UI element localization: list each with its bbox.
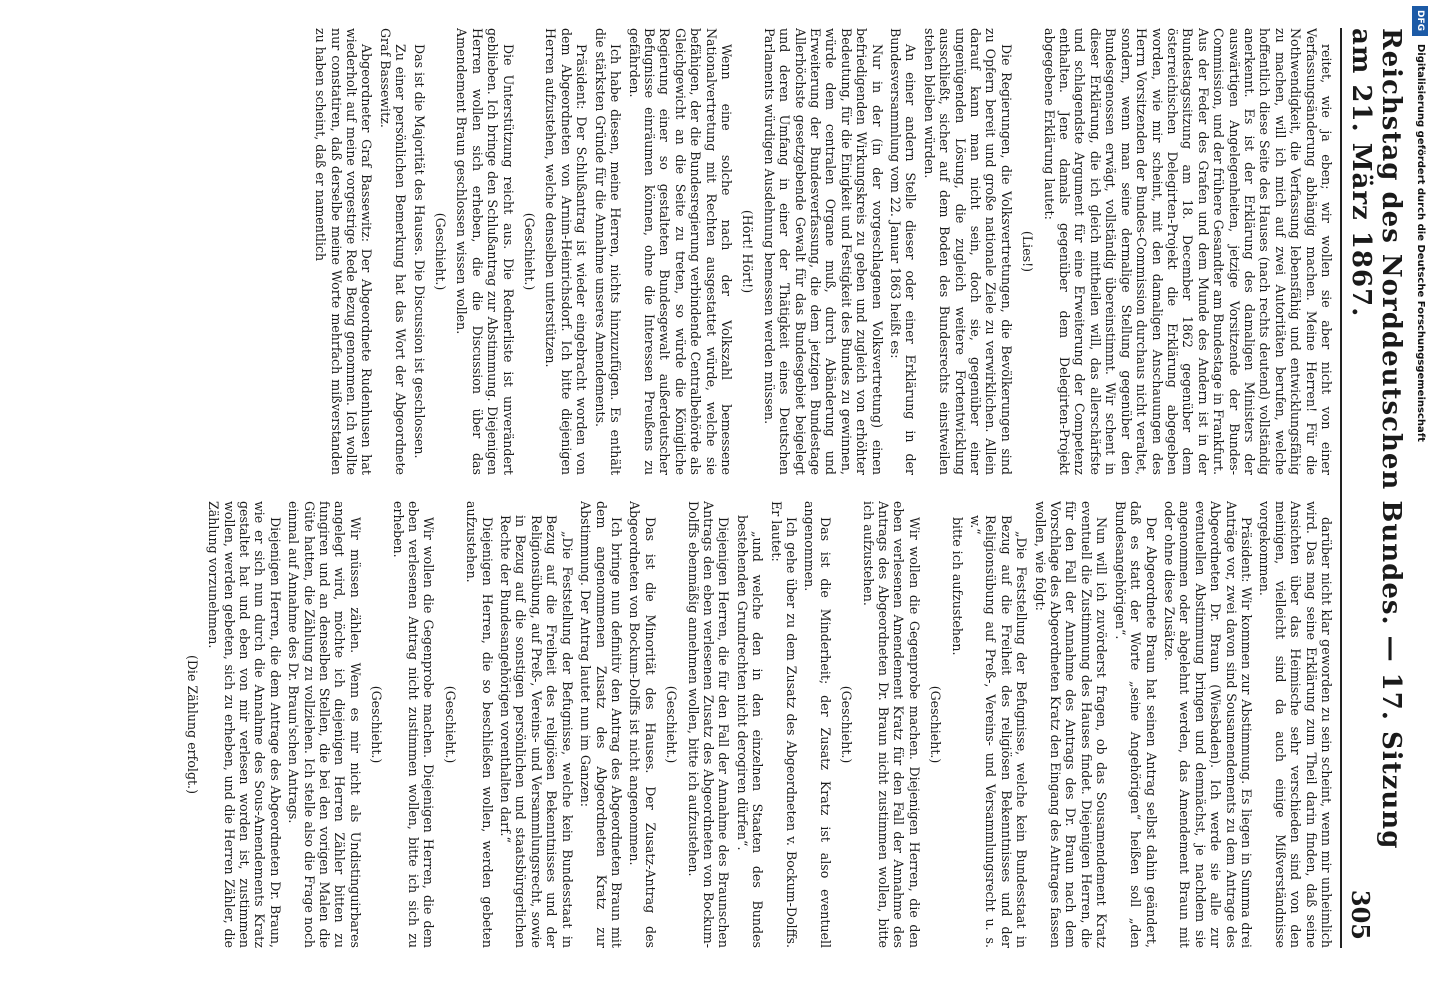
right-column — [52, 501, 1334, 948]
paragraph: bitte ich aufzustehen. — [949, 517, 965, 656]
document-page — [52, 28, 1406, 948]
running-title: Reichstag des Norddeutschen Bundes. — 17. Sitzung am 21. März 1867. — [1346, 28, 1406, 850]
paragraph: Das ist die Minorität des Hauses. Der Zusatz-Antrag des Abgeordneten von Bockum-Dolffs ist nicht angenommen. — [627, 501, 658, 948]
paragraph: Die Regierungen, die Volksvertretungen, die Bevölkerungen sind zu Opfern bereit und große nationale Ziele zu verwirklichen. Allein darauf kann man nicht sein, doch sie, gegenüber einer ungenügenden Lösung, die zugleich weitere Fortentwicklung ausschließt, sicher auf dem Boden des Bundesrechts einstweilen stehen bleiben würden. — [921, 28, 1014, 475]
paragraph: (Hört! Hört!) — [740, 209, 756, 294]
paragraph: (Geschieht.) — [664, 685, 680, 764]
paragraph: Zu einer persönlichen Bemerkung hat das Wort der Abgeordnete Graf Bassewitz. — [377, 28, 409, 475]
paragraph: Die Unterstützung reicht aus. Die Rednerliste ist unverändert geblieben. Ich bringe den Schlußantrag zur Abstimmung. Diejenigen Herren wollen sich erheben, die die Discussion über das Amendement Braun geschlossen wissen wollen. — [454, 28, 516, 475]
paragraph: Das ist die Majorität des Hauses. Die Discussion ist geschlossen. — [411, 44, 427, 459]
paragraph: Ich gehe über zu dem Zusatz des Abgeordneten v. Bockum-Dolffs. Er lautet: — [768, 501, 799, 948]
paragraph: darüber nicht klar geworden zu sein scheint, wenn mir unheimlich wird. Das mag seine Erklärung zum Theil darin finden, daß seine Ansichten über das Heimische sehr verschieden sind von den meinigen, vielleicht sind da auch einige Mißverständnisse vorgekommen. — [1257, 501, 1334, 948]
paragraph: Abgeordneter Graf Bassewitz: Der Abgeordnete Rudenhusen hat wiederholt auf meine vorgestrige Rede Bezug genommen. Ich wollte nur constatiren, daß derselbe meine Worte mehrfach mißverstanden zu haben scheint, daß er namentlich — [313, 28, 375, 475]
paragraph: Diejenigen Herren, die so beschließen wollen, werden gebeten aufzustehen. — [464, 501, 495, 948]
paragraph: Präsident: Wir kommen zur Abstimmung. Es liegen in Summa drei Anträge vor, zwei davon sind Sousamendements zu dem Antrage des Abgeordneten Dr. Braun (Wiesbaden). Ich werde sie alle zur eventuellen Abstimmung bringen und demnächst, je nachdem sie angenommen oder abgelehnt werden, das Amendement Braun mit oder ohne diese Zusätze. — [1161, 501, 1254, 948]
paragraph: (Geschieht.) — [433, 212, 449, 291]
paragraph: Diejenigen Herren, die für den Fall der Annahme des Braunschen Antrags den eben verlesenen Zusatz des Abgeordneten von Bockum-Dolffs ebenmäßig annehmen wollen, bitte ich aufzustehen. — [685, 501, 732, 948]
paragraph: Diejenigen Herren, die dem Antrage des Abgeordneten Dr. Braun, wie er sich nun durch die Annahme des Sous-Amendements Kratz gestaltet hat und eben von mir verlesen worden ist, zustimmen wollen, werden gebeten, sich zu erheben, und die Herren Zähler, die Zählung vorzunehmen. — [206, 501, 283, 948]
page-number: 305 — [1346, 889, 1375, 940]
paragraph: (Die Zählung erfolgt.) — [184, 655, 200, 794]
paragraph: Das ist die Minderheit; der Zusatz Kratz ist also eventuell angenommen. — [802, 501, 833, 948]
paragraph: Nur in der (in der vorgeschlagenen Volksvertretung) einen befriedigenden Wirkungskreis zu geben und zugleich von erhöhter Bedeutung, für die Einigkeit und Festigkeit des Bundes zu gewinnen, würde dem centralen Organe muß, durch Abänderung und Erweiterung der Bundesverfassung, die dem jetzigen Bundestage Allerhöchste gesetzgebende Gewalt für das Bundesgebiet beigelegt und deren Umfang in einer der Thätigkeit eines Deutschen Parlaments würdigen Ausdehnung bemessen werden müssen. — [761, 28, 885, 475]
paragraph: Ich bringe nun definitiv den Antrag des Abgeordneten Braun mit dem angenommenen Zusatz des Abgeordneten Kratz zur Abstimmung. Der Antrag lautet nun im Ganzen: — [578, 501, 624, 948]
paragraph: An einer andern Stelle dieser oder einer Erklärung in der Bundesversammlung vom 22. Januar 1863 heißt es: — [888, 28, 919, 475]
paragraph: (Geschieht.) — [839, 685, 855, 764]
paragraph: Der Abgeordnete Braun hat seinen Antrag selbst dahin geändert, daß es statt der Worte „seine Angehörigen“ heißen soll „den Bundesangehörigen“. — [1112, 501, 1159, 948]
paragraph: Präsident: Der Schlußantrag ist wieder eingebracht worden von dem Abgeordneten von Arnim-Heinrichsdorf. Ich bitte diejenigen Herren aufzustehen, welche denselben unterstützen. — [543, 28, 590, 475]
paragraph: „und welche den in den einzelnen Staaten des Bundes bestehenden Grundrechten nicht derogiren dürfen“. — [734, 515, 766, 948]
text-columns — [52, 28, 1334, 948]
paragraph: Wir müssen zählen. Wenn es mir nicht als Undistinguirbares angelegt wird, möchte ich diejenigen Herren Zähler bitten zu fungiren und an denselben Stellen, die bei den vorigen Malen die Güte hatten, die Zählung zu vollziehen. Ich stelle also die Frage noch einmal auf Annahme des Dr. Braun'schen Antrags. — [286, 501, 363, 948]
paragraph: reitet, wie ja eben; wir wollen sie aber nicht von einer Verfassungsänderung abhängig machen. Meine Herren! Für die Nothwendigkeit, die Verfassung lebensfähig und entwicklungsfähig zu machen, will ich mich auf zwei Autoritäten berufen, welche hoffentlich diese Seite des Hauses (nach rechts deutend) vollständig anerkennt. Es ist der Erklärung des damaligen Ministers der auswärtigen Angelegenheiten, jetzige Vorsitzende der Bundes-Commission, und der frühere Gesandter am Bundestage in Frankfurt. Aus der Feder des Grafen und dem Munde des Andern ist in der Bundestagssitzung am 18. December 1862 gegenüber dem österreichischen Delegirten-Projekt die Erklärung abgegeben worden, wie mir scheint, mit den damaligen Anschauungen des Herrn Vorsitzenden der Bundes-Commission durchaus nicht veraltet, sondern, wenn man seine dermalige Stellung gegenüber den Bundesgenossen erwägt, vollständig übereinstimmt. Wir schent in dieser Erklärung, die ich gleich mittheilen will, das allerschärfste und schlagendste Argument für eine Erweiterung der Competenz enthalten. Jene damals gegenüber dem Delegirten-Projekt abgegebene Erklärung lautet: — [1041, 28, 1334, 475]
paragraph: (Geschieht.) — [369, 685, 385, 764]
funding-credit: Digitalisierung gefördert durch die Deutsche Forschungsgemeinschaft — [1415, 44, 1426, 442]
paragraph: (Geschieht.) — [442, 685, 458, 764]
dfg-logo: DFG — [1412, 6, 1428, 36]
paragraph: Wenn eine solche nach der Volkszahl bemessene Nationalvertretung mit Rechten ausgestattet würde, welche sie befähigen, der die Bundesregierung verbindende Centralbehörde als Gleichgewicht an die Seite zu treten, so würde die Königliche Regierung einer so gestalteten Bundesgewalt außerdeutscher Befugnisse einräumen können, ohne die Interessen Preußens zu gefährden. — [626, 28, 734, 475]
paragraph: (Geschieht.) — [522, 212, 538, 291]
paragraph: Nun will ich zuvörderst fragen, ob das Sousamendement Kratz eventuell die Zustimmung des Hauses findet. Diejenigen Herren, die für den Fall der Annahme des Antrags des Dr. Braun nach dem Vorschlage des Abgeordneten Kratz den Eingang des Antrages fassen wollen, wie folgt: — [1032, 501, 1110, 948]
paragraph: (Geschieht.) — [928, 685, 944, 764]
paragraph: „Die Feststellung der Befugnisse, welche kein Bundesstaat in Bezug auf die Freiheit des religiösen Bekenntnisses und der Religionsübung auf Preß-, Vereins- und Versammlungsrecht u. s. w.“ — [968, 515, 1030, 948]
paragraph: „Die Feststellung der Befugnisse, welche kein Bundesstaat in Bezug auf die Freiheit des religiösen Bekenntnisses und der Religionsübung, auf Preß-, Vereins- und Versammlungsrecht, sowie in Bezug auf die sonstigen persönlichen und staatsbürgerlichen Rechte der Bundesangehörigen vorenthalten darf.“ — [498, 515, 575, 948]
paragraph: Ich habe diesen, meine Herren, nichts hinzuzufügen. Es enthält die stärksten Gründe für die Annahme unseres Amendements. — [592, 28, 624, 475]
left-column — [52, 28, 1334, 475]
paragraph: Wir wollen die Gegenprobe machen. Diejenigen Herren, die dem eben verlesenen Antrag nicht zustimmen wollen, bitte ich sich zu erheben. — [390, 501, 437, 948]
paragraph: (Lies!) — [1020, 230, 1036, 273]
page-header — [1340, 28, 1406, 948]
funding-sidebar — [1408, 0, 1430, 1000]
paragraph: Wir wollen die Gegenprobe machen. Diejenigen Herren, die den eben verlesenen Amendement Kratz für den Fall der Annahme des Antrags des Abgeordneten Dr. Braun nicht zustimmen wollen, bitte ich aufzustehen. — [860, 501, 922, 948]
